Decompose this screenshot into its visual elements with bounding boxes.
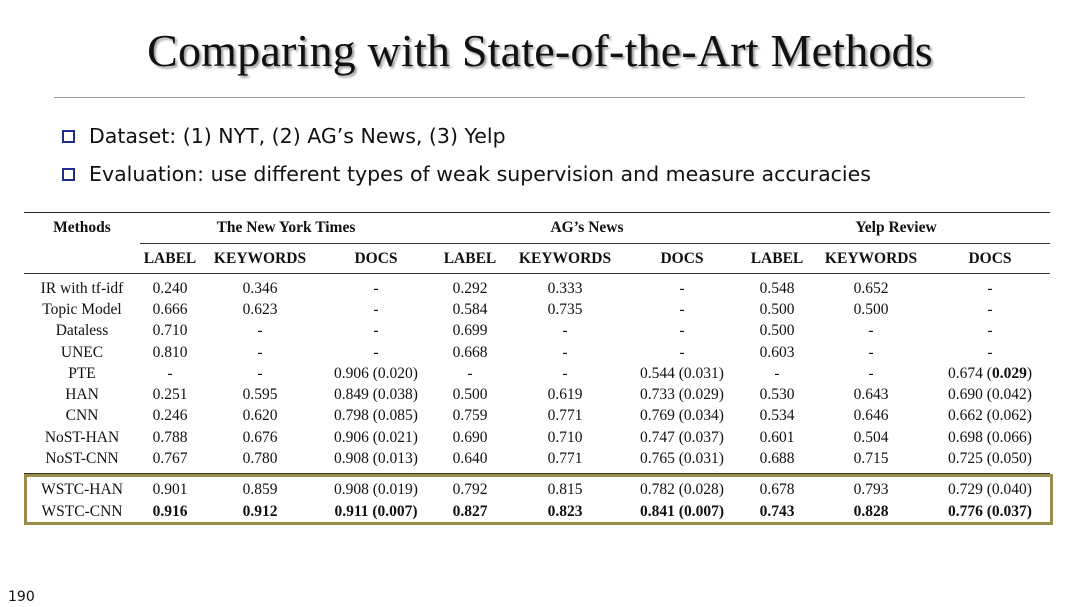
table-cell: 0.643 [853,386,889,404]
method-name: HAN [65,386,99,404]
method-name: WSTC-CNN [41,502,123,520]
table-cell: - [257,364,263,382]
bullet-item [62,155,871,193]
table-cell: 0.780 [200,448,320,473]
table-cell: 0.500 [853,300,889,318]
table-cell: - [373,322,379,340]
table-cell: - [373,300,379,318]
table-cell: 0.251 [152,386,188,404]
method-name: PTE [68,364,96,382]
highlight-row [24,501,1050,523]
subheader-docs: DOCS [622,244,742,274]
table-cell: - [774,364,780,382]
table-cell: 0.500 [452,386,488,404]
slide-title: Comparing with State-of-the-Art Methods [147,25,933,76]
table-cell: - [562,364,568,382]
table-cell: 0.584 [452,300,488,318]
table-cell: 0.620 [242,407,278,425]
table-cell: 0.678 [759,481,795,499]
table-cell: 0.504 [853,428,889,446]
table-cell: 0.798 (0.085) [334,407,418,425]
table-cell: - [167,364,173,382]
table-cell: 0.849 (0.038) [334,386,418,404]
table-cell: 0.733 (0.029) [640,386,724,404]
bullet-text: Dataset: (1) NYT, (2) AG’s News, (3) Yelp [89,124,506,148]
table-cell: 0.544 (0.031) [640,364,724,382]
table-cell: 0.690 [452,428,488,446]
table-cell: 0.619 [547,386,583,404]
table-cell: 0.788 [152,428,188,446]
method-name: UNEC [60,343,104,361]
table-cell: 0.662 (0.062) [948,407,1032,425]
table-cell: 0.595 [242,386,278,404]
page-number: 190 [8,589,35,605]
table-cell: - [679,300,685,318]
table-cell: 0.743 [759,502,795,520]
table-cell: - [257,322,263,340]
results-table-wrapper [24,212,1050,523]
table-cell: 0.240 [152,279,188,297]
title-divider [54,97,1025,98]
table-cell: - [467,364,473,382]
table-cell: 0.729 (0.040) [948,481,1032,499]
table-cell: 0.771 [547,407,583,425]
method-name: Dataless [55,322,109,340]
table-cell: 0.601 [759,428,795,446]
table-cell: 0.908 (0.013) [320,448,432,473]
table-cell: - [987,300,993,318]
table-cell: - [679,343,685,361]
table-cell: 0.841 (0.007) [640,502,724,520]
table-cell: 0.710 [152,322,188,340]
table-row [24,299,1050,320]
bullet-list [62,117,871,193]
subheader-keywords: KEYWORDS [508,244,622,274]
table-cell: 0.908 (0.019) [334,481,418,499]
table-cell: 0.776 (0.037) [948,502,1032,520]
method-name: CNN [65,407,99,425]
table-cell: 0.699 [452,322,488,340]
table-cell: - [679,279,685,297]
group-header-agnews: AG’s News [432,213,742,244]
table-cell: 0.666 [152,300,188,318]
table-row [24,321,1050,342]
table-cell: 0.688 [742,448,812,473]
table-cell: 0.646 [853,407,889,425]
method-name: NoST-CNN [24,448,140,473]
table-cell: 0.690 (0.042) [948,386,1032,404]
table-cell: - [987,343,993,361]
table-cell: 0.901 [152,481,188,499]
table-cell: 0.771 [508,448,622,473]
subheader-keywords: KEYWORDS [812,244,930,274]
table-cell: 0.534 [759,407,795,425]
table-row [24,448,1050,473]
subheader-label: LABEL [432,244,508,274]
results-table [24,212,1050,523]
table-row [24,363,1050,384]
table-cell: 0.859 [242,481,278,499]
header-row-subheaders [24,244,1050,274]
table-cell: 0.747 (0.037) [640,428,724,446]
table-cell: 0.623 [242,300,278,318]
table-cell: 0.828 [853,502,889,520]
table-cell: 0.333 [547,279,583,297]
checkbox-bullet-icon [62,130,75,143]
method-name: WSTC-HAN [41,481,123,499]
table-cell: - [868,343,874,361]
table-cell: 0.765 (0.031) [622,448,742,473]
table-cell: 0.769 (0.034) [640,407,724,425]
table-cell: 0.906 (0.021) [334,428,418,446]
table-cell: 0.793 [853,481,889,499]
table-cell: 0.676 [242,428,278,446]
table-cell: 0.346 [242,279,278,297]
bullet-item [62,117,871,155]
table-cell: 0.767 [140,448,200,473]
table-cell: 0.698 (0.066) [948,428,1032,446]
table-cell: 0.827 [452,502,488,520]
table-cell: - [868,364,874,382]
table-cell: - [562,322,568,340]
highlight-row [24,473,1050,501]
checkbox-bullet-icon [62,168,75,181]
table-cell: 0.710 [547,428,583,446]
table-row [24,342,1050,363]
table-cell: - [373,343,379,361]
table-cell: 0.735 [547,300,583,318]
table-cell: 0.246 [152,407,188,425]
table-row [24,274,1050,300]
subheader-docs: DOCS [320,244,432,274]
subheader-docs: DOCS [930,244,1050,274]
table-cell: - [987,322,993,340]
table-cell: 0.715 [812,448,930,473]
table-cell: 0.815 [547,481,583,499]
table-cell: 0.500 [759,300,795,318]
method-name: Topic Model [42,300,122,318]
table-row [24,384,1050,405]
table-cell: 0.912 [242,502,278,520]
subheader-label: LABEL [742,244,812,274]
table-cell: 0.916 [152,502,188,520]
table-row [24,427,1050,448]
group-header-nyt: The New York Times [140,213,432,244]
table-cell: 0.603 [759,343,795,361]
method-name: IR with tf-idf [40,279,124,297]
table-cell: 0.674 (0.029) [948,364,1032,382]
table-cell: 0.725 (0.050) [930,448,1050,473]
methods-header: Methods [24,213,140,274]
table-cell: - [987,279,993,297]
table-cell: 0.640 [432,448,508,473]
table-row [24,406,1050,427]
table-cell: 0.548 [759,279,795,297]
table-cell: 0.759 [452,407,488,425]
table-cell: - [868,322,874,340]
table-cell: 0.810 [152,343,188,361]
table-cell: 0.782 (0.028) [640,481,724,499]
table-cell: - [373,279,379,297]
subheader-keywords: KEYWORDS [200,244,320,274]
subheader-label: LABEL [140,244,200,274]
header-row-groups [24,213,1050,244]
table-cell: 0.792 [452,481,488,499]
table-cell: 0.823 [547,502,583,520]
table-cell: - [679,322,685,340]
table-cell: 0.292 [452,279,488,297]
table-cell: - [562,343,568,361]
method-name: NoST-HAN [44,428,120,446]
table-cell: - [257,343,263,361]
table-cell: 0.530 [759,386,795,404]
table-cell: 0.906 (0.020) [334,364,418,382]
table-cell: 0.911 (0.007) [334,502,418,520]
group-header-yelp: Yelp Review [742,213,1050,244]
table-cell: 0.668 [452,343,488,361]
bullet-text: Evaluation: use different types of weak supervision and measure accuracies [89,162,871,186]
table-cell: 0.652 [853,279,889,297]
table-cell: 0.500 [759,322,795,340]
